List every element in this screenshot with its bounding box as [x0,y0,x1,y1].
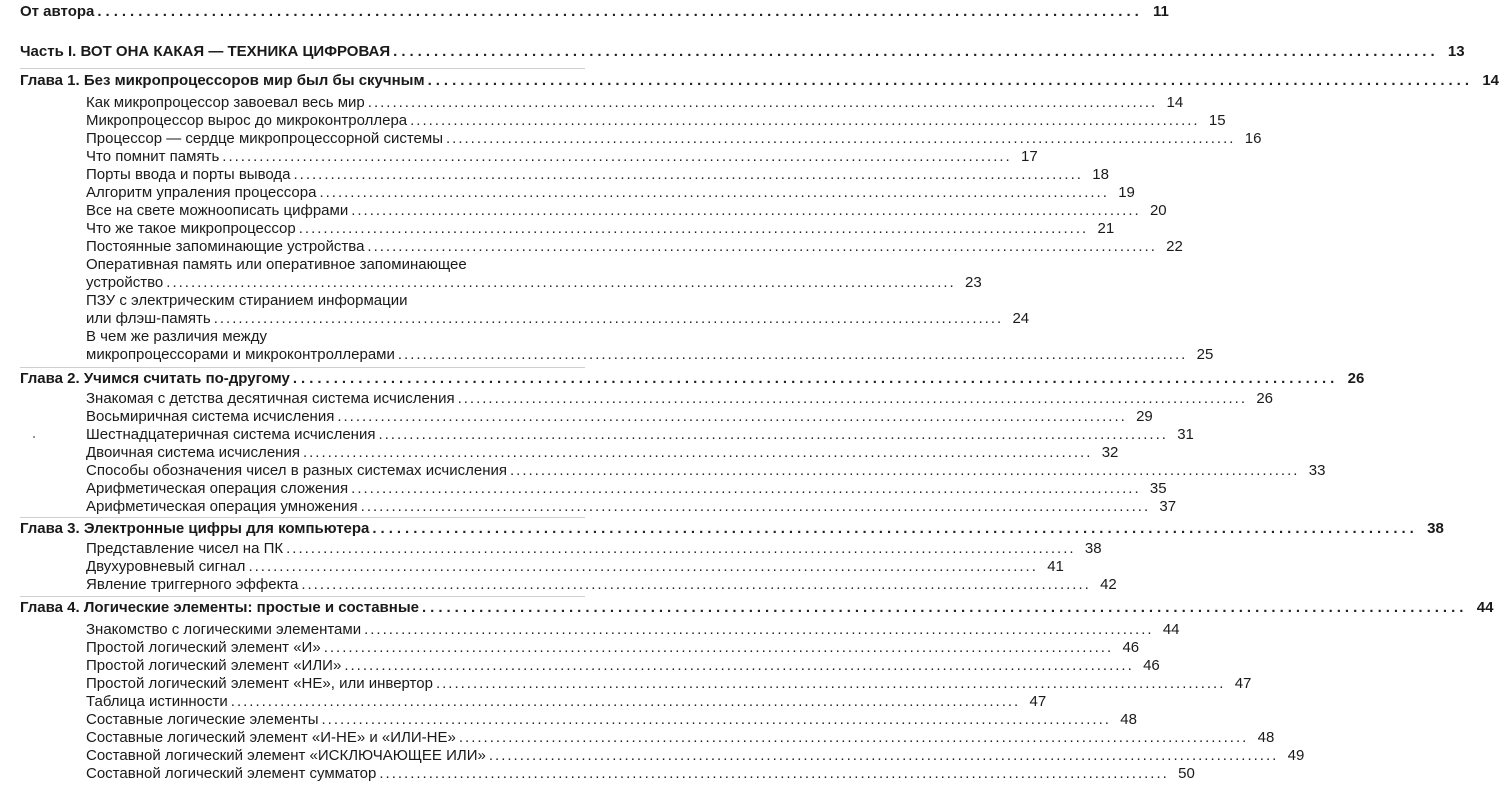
leader-dots: ................................................................................................................................ [298,220,1089,237]
leader-dots: ................................................................................................................................ [302,444,1093,461]
toc-title-line[interactable]: Оперативная память или оперативное запоминающее [86,256,467,273]
toc-title: Знакомство с логическими элементами [86,621,364,639]
toc-title: Глава 2. Учимся считать по-другому [20,370,293,388]
toc-title: Составные логические элементы [86,711,322,729]
toc-title: Постоянные запоминающие устройства [86,238,367,256]
toc-title: Явление триггерного эффекта [86,576,301,594]
toc-entry[interactable] [86,346,1214,364]
toc-page: 47 [1225,675,1251,693]
toc-page: 26 [1247,390,1273,408]
toc-page: 38 [1418,520,1444,538]
toc-entry[interactable] [86,765,1195,783]
toc-title: Восьмиричная система исчисления [86,408,337,426]
leader-dots: ................................................................................................................................ [458,729,1249,746]
toc-title: Составной логический элемент «ИСКЛЮЧАЮЩЕЕ ИЛИ» [86,747,489,765]
toc-entry[interactable] [86,747,1305,765]
toc-entry[interactable] [86,310,1030,328]
toc-title: Все на свете можноописать цифрами [86,202,351,220]
toc-entry[interactable] [86,657,1160,675]
leader-dots: ................................................................................................................................ [422,599,1468,616]
toc-entry[interactable] [86,675,1252,693]
toc-title: Простой логический элемент «ИЛИ» [86,657,344,675]
toc-page: 37 [1150,498,1176,516]
leader-dots: ................................................................................................................................ [372,520,1418,537]
toc-page: 48 [1111,711,1137,729]
leader-dots: ................................................................................................................................ [213,310,1004,327]
toc-title: Порты ввода и порты вывода [86,166,294,184]
leader-dots: ................................................................................................................................ [367,238,1157,255]
toc-title-line[interactable]: В чем же различия между [86,328,267,345]
toc-page: 11 [1143,3,1169,21]
toc-entry[interactable] [86,639,1140,657]
toc-title: Арифметическая операция сложения [86,480,351,498]
divider [20,68,585,69]
toc-entry[interactable] [86,274,982,292]
toc-entry[interactable] [86,130,1262,148]
leader-dots: ................................................................................................................................ [360,498,1151,515]
toc-entry[interactable] [86,112,1226,130]
leader-dots: ................................................................................................................................ [446,130,1236,147]
toc-entry[interactable] [86,480,1167,498]
toc-page: 44 [1467,599,1493,617]
toc-page: 15 [1200,112,1226,130]
toc-page: 22 [1157,238,1183,256]
toc-page: 23 [956,274,982,292]
toc-entry[interactable] [86,444,1119,462]
leader-dots: ................................................................................................................................ [230,693,1021,710]
toc-page: 44 [1154,621,1180,639]
leader-dots: ................................................................................................................................ [397,346,1188,363]
toc-title: От автора [20,3,97,21]
toc-entry[interactable] [86,408,1153,426]
toc-title: Алгоритм упраления процессора [86,184,319,202]
leader-dots: ................................................................................................................................ [344,657,1134,674]
toc-title: Двухуровневый сигнал [86,558,248,576]
toc-page: 21 [1088,220,1114,238]
toc-entry[interactable] [86,729,1275,747]
toc-page: 29 [1127,408,1153,426]
toc-title: Глава 4. Логические элементы: простые и составные [20,599,422,617]
toc-title: Арифметическая операция умножения [86,498,361,516]
toc-entry[interactable] [86,220,1115,238]
toc-page: 17 [1012,148,1038,166]
toc-page: 33 [1299,462,1325,480]
leader-dots: ................................................................................................................................ [248,558,1038,575]
toc-entry[interactable] [86,166,1109,184]
leader-dots: ................................................................................................................................ [393,43,1439,60]
toc-entry[interactable] [86,711,1137,729]
toc-chapter-1[interactable] [20,72,1499,90]
leader-dots: ................................................................................................................................ [457,390,1248,407]
toc-title: Что помнит память [86,148,222,166]
toc-page: 16 [1235,130,1261,148]
toc-page: 18 [1083,166,1109,184]
leader-dots: ................................................................................................................................ [379,765,1169,782]
toc-title: микропроцессорами и микроконтроллерами [86,346,398,364]
toc-title: Шестнадцатеричная система исчисления [86,426,378,444]
toc-entry[interactable] [86,184,1135,202]
toc-title: Знакомая с детства десятичная система исчисления [86,390,458,408]
toc-entry[interactable] [86,621,1180,639]
leader-dots: ................................................................................................................................ [337,408,1127,425]
toc-page: 35 [1141,480,1167,498]
toc-page: 41 [1038,558,1064,576]
toc-page: 20 [1141,202,1167,220]
toc-page: 46 [1113,639,1139,657]
leader-dots: ................................................................................................................................ [166,274,956,291]
toc-title: Составные логический элемент «И-НЕ» и «ИЛИ-НЕ» [86,729,459,747]
leader-dots: ................................................................................................................................ [367,94,1158,111]
toc-page: 19 [1109,184,1135,202]
scan-speck [33,436,35,438]
toc-entry-from-author[interactable] [20,3,1169,21]
leader-dots: ................................................................................................................................ [301,576,1091,593]
toc-page: 31 [1168,426,1194,444]
toc-entry[interactable] [86,693,1047,711]
toc-entry[interactable] [86,540,1102,558]
toc-page: 47 [1020,693,1046,711]
toc-title: Составной логический элемент сумматор [86,765,379,783]
leader-dots: ................................................................................................................................ [351,480,1141,497]
toc-title: Способы обозначения чисел в разных системах исчисления [86,462,510,480]
leader-dots: ................................................................................................................................ [488,747,1279,764]
leader-dots: ................................................................................................................................ [378,426,1168,443]
divider [20,517,585,518]
toc-title-line[interactable]: ПЗУ с электрическим стиранием информации [86,292,408,309]
toc-entry[interactable] [86,238,1183,256]
divider [20,367,585,368]
toc-page: 14 [1157,94,1183,112]
toc-title: Простой логический элемент «НЕ», или инвертор [86,675,436,693]
toc-page: 50 [1169,765,1195,783]
toc-entry[interactable] [86,94,1184,112]
toc-title: Глава 3. Электронные цифры для компьютера [20,520,372,538]
toc-title: Микропроцессор вырос до микроконтроллера [86,112,410,130]
toc-title: Часть I. ВОТ ОНА КАКАЯ — ТЕХНИКА ЦИФРОВАЯ [20,43,393,61]
leader-dots: ................................................................................................................................ [351,202,1141,219]
divider [20,596,585,597]
leader-dots: ................................................................................................................................ [323,639,1114,656]
toc-page: 38 [1076,540,1102,558]
leader-dots: ................................................................................................................................ [410,112,1200,129]
toc-entry[interactable] [86,462,1326,480]
toc-title: устройство [86,274,166,292]
toc-title: Что же такое микропроцессор [86,220,299,238]
toc-chapter-4[interactable] [20,599,1494,617]
toc-title: Как микропроцессор завоевал весь мир [86,94,368,112]
toc-page: 25 [1187,346,1213,364]
toc-title: Представление чисел на ПК [86,540,286,558]
toc-entry[interactable] [86,576,1117,594]
leader-dots: ................................................................................................................................ [435,675,1226,692]
leader-dots: ................................................................................................................................ [364,621,1154,638]
leader-dots: ................................................................................................................................ [510,462,1300,479]
toc-page: 14 [1473,72,1499,90]
toc-page: 24 [1003,310,1029,328]
leader-dots: ................................................................................................................................ [321,711,1111,728]
toc-page: 46 [1134,657,1160,675]
toc-page: 32 [1092,444,1118,462]
toc-page: 49 [1278,747,1304,765]
toc-page: 26 [1338,370,1364,388]
toc-entry[interactable] [86,148,1038,166]
toc-entry[interactable] [86,426,1194,444]
toc-chapter-2[interactable] [20,370,1365,388]
toc-page: 48 [1248,729,1274,747]
leader-dots: ................................................................................................................................ [427,72,1474,89]
toc-entry[interactable] [86,498,1177,516]
toc-entry[interactable] [86,202,1167,220]
leader-dots: ................................................................................................................................ [319,184,1109,201]
toc-entry[interactable] [86,558,1064,576]
toc-title: или флэш-память [86,310,214,328]
toc-title: Простой логический элемент «И» [86,639,324,657]
toc-chapter-3[interactable] [20,520,1444,538]
toc-page: 13 [1439,43,1465,61]
leader-dots: ................................................................................................................................ [286,540,1076,557]
toc-entry-part1[interactable] [20,43,1465,61]
leader-dots: ................................................................................................................................ [97,3,1143,20]
leader-dots: ................................................................................................................................ [222,148,1012,165]
toc-page: 42 [1091,576,1117,594]
leader-dots: ................................................................................................................................ [292,370,1339,387]
leader-dots: ................................................................................................................................ [293,166,1083,183]
toc-title: Таблица истинности [86,693,231,711]
toc-entry[interactable] [86,390,1274,408]
toc-title: Процессор — сердце микропроцессорной системы [86,130,446,148]
toc-title: Двоичная система исчисления [86,444,303,462]
toc-title: Глава 1. Без микропроцессоров мир был бы скучным [20,72,428,90]
